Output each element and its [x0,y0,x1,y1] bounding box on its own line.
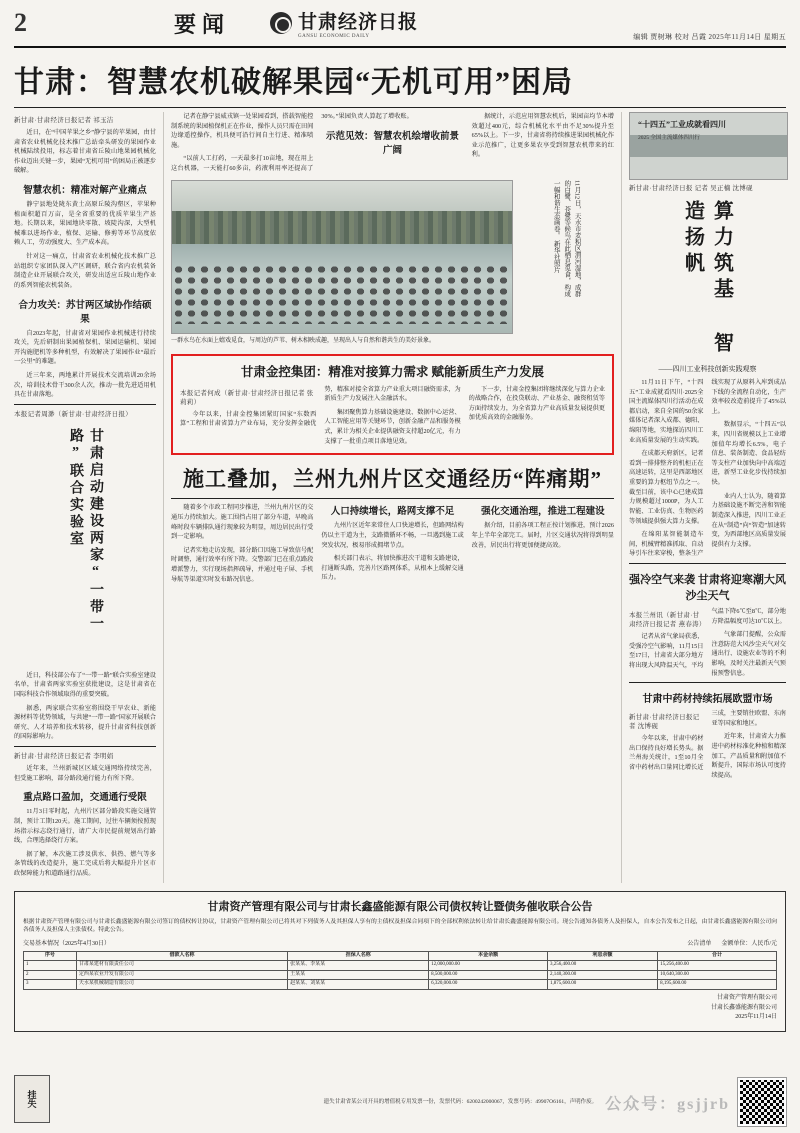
lead-p2: 静宁县地处陇东黄土高原丘陵沟壑区，苹果种植面积超百万亩，是全省重要的优质苹果生产基地。长期以来，果园地块零散、坡陡沟深，大型机械难以进场作业，植保、运输、修剪等环节高度依赖人工，劳动强度大、生产成本高。 [14,201,156,247]
cell: 1 [24,961,77,971]
divider-2 [14,746,156,747]
table-header-row [24,951,777,961]
lead-p6: 记者在静宁县威戎镇一处果园看到，搭载智能控制系统的果园植保机正在作业，操作人员只需在田间边缘遥控操作，机具便可沿行间自主行进、精准喷施。 [171,113,314,149]
qr-code-icon[interactable] [738,1078,786,1126]
th-5: 合计 [658,951,777,961]
right-c-p2: 近年来，甘肃省大力推进中药材标准化种植和精深加工，产品质量和附加值不断提升，国际市场认可度持续提高。 [711,733,786,779]
cell: 15,256,400.00 [658,961,777,971]
vertical-title-wrap [14,422,156,671]
th-0: 序号 [24,951,77,961]
left-vertical-headline: 甘肃启动建设两家“一带一路”联合实验室 [68,427,103,633]
right-headline-b: 强冷空气来袭 甘肃将迎寒潮大风沙尘天气 [629,573,786,602]
right-b-p1: 记者从省气象局获悉，受强冷空气影响，11月15日至17日，甘肃省大部分地方将出现大风降温天气，平均气温下降6℃至8℃，部分地方降温幅度可达10℃以上。 [629,607,786,669]
cell: 赵某某、刘某某 [288,980,429,990]
page-number: 2 [14,8,27,37]
divider-5 [629,682,786,683]
brand-subtitle: GANSU ECONOMIC DAILY [298,34,370,39]
lead-body-continued [171,112,614,174]
secondary-headline: 施工叠加，兰州九州片区交通经历“阵痛期” [183,467,602,492]
secondary-article-body [171,503,614,584]
right-b-p2: 气象部门提醒，公众需注意防范大风沙尘天气对交通出行、设施农业等的不利影响，及时关注最新天气预报预警信息。 [711,631,786,677]
lead-headline: 甘肃：智慧农机破解果园“无机可用”困局 [14,48,786,108]
promo-title: “十四五”工业成就看四川 [638,120,726,129]
photo-birds [172,264,512,323]
right-p1: 11月11日下午，“十四五”工业成就看四川·2025全国主流媒体四川行活动在成都启动，来自全国的50余家媒体记者深入成都、德阳、绵阳等地，实地探访四川工业高质量发展的生动实践。 [629,379,704,444]
left-byline-2: 新甘肃·甘肃经济日报记者 李明娟 [14,753,114,761]
left-column [14,112,164,883]
right-p3: 在绵阳某智能制造车间，机械臂精准抓取、自动导引车往来穿梭，整条生产线实现了从原料入库到成品下线的全流程自动化，生产效率较改造前提升了45%以上。 [629,379,786,558]
left-p4: 11月3日零时起，九州片区部分路段实施交通管制，预计工期120天。施工期间，过往车辆须按照现场指示标志绕行通行，请广大市民提前规划出行路线，合理选择绕行方案。 [14,808,156,845]
notice-table [23,951,777,990]
feature-photo [171,180,513,334]
lead-p8: 据统计，示范应用智慧农机后，果园亩均节本增效超过400元，综合机械化水平由不足30%提升至65%以上。下一步，甘肃省将持续推进果园机械化作业示范推广，让更多果农享受到智慧农机带来的红利。 [471,113,614,159]
cell: 张某某、李某某 [288,961,429,971]
right-vertical-headline: 算力筑基 智造扬帆 [681,200,733,358]
lead-subhead-2: 合力攻关：苏甘两区域协作结硕果 [18,300,152,325]
redbox-p1: 今年以来，甘肃金控集团紧盯国家“东数西算”工程和甘肃省算力产业布局，充分发挥金融优势，精准对接全省算力产业重大项目融资需求，为新质生产力发展注入金融活水。 [180,385,461,428]
lead-subhead-3: 示范见效：智慧农机绘增收前景广阔 [325,131,459,156]
cell: 定西某农业开发有限公司 [76,970,287,980]
divider-3 [171,498,614,499]
left-subhead-1: 重点路口盈加，交通通行受限 [23,793,147,804]
lead-subhead-1: 智慧农机：精准对解产业痛点 [23,186,147,197]
notice-signature [23,994,777,1023]
right-article-body [629,378,786,559]
divider [14,404,156,405]
photo-caption-side: 一群水鸟在水面上嬉戏觅食，与周边的芦苇、树木相映成趣，呈现出人与自然和谐共生的美好景象。 [171,337,436,344]
table-row [24,970,777,980]
highlighted-article-title: 甘肃金控集团：精准对接算力需求 赋能新质生产力发展 [240,364,545,379]
right-byline: 新甘肃·甘肃经济日报 记者 吴正楠 沈博砚 [629,185,753,192]
lead-p5: 近三年来，两地累计开展技术交流培训20余场次，培训技术骨干300余人次，推动一批先进适用机具在甘肃落地。 [14,371,156,399]
footer-fine-print: 遗失甘肃省某公司开具的增值税专用发票一份，发票代码：6200242000067，发票号码：49907O6161，声明作废。 [323,1098,598,1105]
table-row [24,961,777,971]
right-subheadline: ——四川工业科技创新实践观察 [658,365,757,373]
cell: 2 [24,970,77,980]
photo-caption-vertical: 11月12日，天水市麦积区渭河湿地，成群的白鹭、苍鹭等候鸟在此栖息觅食，构成一幅和谐生态画卷。 新华社照片 [552,179,581,297]
highlighted-byline: 本报记者何成（新甘肃·甘肃经济日报记者 张莉莉） [180,389,314,406]
photo-block [171,180,614,346]
lead-p7: “以前人工打药，一天最多打10亩地，现在用上这台机器，一天能打60多亩，药液利用率还提高了30%。”果园负责人算起了增收账。 [171,113,413,173]
th-4: 利息余额 [548,951,658,961]
right-column [622,112,786,883]
head2-subhead-2: 强化交通治理，推进工程建设 [481,507,605,518]
right-p5: 业内人士认为，随着算力基础设施不断完善和智能制造深入推进，四川工业正在从“制造”向“智造”加速转变，为西部地区高质量发展提供有力支撑。 [711,492,786,548]
masthead-meta: 编辑 贾树琳 校对 吕霞 2025年11月14日 星期五 [633,33,786,41]
cell: 8,195,600.00 [658,980,777,990]
redbox-p3: 下一步，甘肃金控集团将继续深化与算力企业的战略合作，在投贷联动、产业基金、融资租赁等方面持续发力，为全省算力产业高质量发展提供更加优质高效的金融服务。 [468,385,605,422]
sig-line-1: 甘肃资产管理有限公司 [716,994,777,1001]
head2-p1: 随着多个市政工程同步推进，兰州九州片区的交通压力持续加大。施工围挡占用了部分车道，早晚高峰时段车辆排队通行现象较为明显，周边居民出行受到一定影响。 [171,504,314,541]
masthead [14,0,786,48]
middle-column [164,112,622,883]
brand [270,7,418,39]
divider-4 [629,563,786,564]
watermark-text: 公众号：gsjjrb [605,1095,730,1113]
cell: 8,500,000.00 [429,970,548,980]
page-footer [14,1073,786,1131]
notice-unit: 金额单位：人民币/元 [721,940,777,947]
lead-p3: 针对这一痛点，甘肃省农业机械化技术推广总站组织专家团队深入产区调研，联合省内农机装备制造企业开展联合攻关，研发出适应丘陵山地作业的系列智能农机装备。 [14,253,156,289]
left-p5: 据了解，本次施工涉及供水、供热、燃气等多条管线的改造提升，施工完成后将大幅提升片区市政保障能力和道路通行品质。 [14,850,156,877]
lead-p4: 自2023年起，甘肃省对果园作业机械进行持续攻关，先后研制出果园植保机、果园运输机、果园开沟施肥机等多种机型，有效解决了果园作业“最后一公里”的难题。 [14,329,156,366]
cell: 3 [24,980,77,990]
table-row [24,980,777,990]
legal-notice [14,891,786,1032]
section-title: 要闻 [174,11,231,37]
notice-body: 根据甘肃资产管理有限公司与甘肃长鑫盛能源有限公司签订的债权转让协议，甘肃资产管理有限公司已将其对下列债务人及其担保人享有的主债权及担保合同项下的全部权利依法转让给甘肃长鑫盛能源有限公司。现公告通知各债务人及担保人，自本公告发布之日起，由甘肃长鑫盛能源有限公司向各债务人及担保人主张债权。特此公告。 [23,918,777,934]
right-byline-c: 新甘肃·甘肃经济日报记者 沈博砚 [629,714,700,731]
left-p3: 近年来，兰州新城区区域交通网络持续完善，但受施工影响，部分路段通行能力有所下降。 [14,765,156,782]
right-byline-b: 本报兰州讯（新甘肃·甘肃经济日报记者 燕春涛） [629,611,706,628]
cell: 甘肃某建材有限责任公司 [76,961,287,971]
head2-p4: 相关部门表示，将加快推进次干道和支路建设，打通断头路，完善片区路网体系，从根本上缓解交通压力。 [321,555,464,582]
cell: 1,875,600.00 [548,980,658,990]
right-c-p1: 今年以来，甘肃中药材出口保持良好增长势头。据兰州海关统计，1至10月全省中药材出口量同比增长近三成，主要销往欧盟、东南亚等国家和地区。 [629,710,786,772]
sig-date: 2025年11月14日 [735,1014,777,1021]
head2-p3: 九州片区近年来常住人口快速增长，但路网结构仍以主干道为主，支路微循环不畅，一旦遇到施工或突发状况，极易形成拥堵节点。 [321,522,464,549]
cell: 3,256,400.00 [548,961,658,971]
cell: 2,140,300.00 [548,970,658,980]
cell: 6,320,000.00 [429,980,548,990]
notice-table-title-left: 交易基本情况（2025年4月30日） [23,940,111,947]
cell: 10,640,300.00 [658,970,777,980]
cell: 12,000,000.00 [429,961,548,971]
promo-banner [629,112,788,180]
cell: 王某某 [288,970,429,980]
brand-name: 甘肃经济日报 [298,12,419,33]
right-headline-c: 甘肃中药材持续拓展欧盟市场 [642,694,773,706]
left-byline-1: 本报记者周渺（新甘肃·甘肃经济日报） [14,410,133,418]
lost-notice-tag: 挂失 [14,1075,50,1123]
content-grid [14,112,786,883]
right-p2: 在成都天府新区，记者看到一排排整齐的机柜正在高速运转，这里是西部地区重要的算力枢纽节点之一。截至目前，该中心已建成算力规模超过1000P，为人工智能、工业仿真、生物医药等领域提供强大算力支撑。 [629,450,704,525]
th-2: 担保人名称 [288,951,429,961]
promo-subtitle: 2025 全国主流媒体四川行 [638,135,700,141]
logo-icon [270,12,292,34]
highlighted-article [171,354,614,456]
left-p1: 近日，科技部公布了“一带一路”联合实验室建设名单，甘肃省两家实验室获批建设，这是甘肃省在国际科技合作领域取得的重要突破。 [14,671,156,699]
redbox-p2: 集团聚焦算力基础设施建设、数据中心运营、人工智能应用等关键环节，创新金融产品和服务模式，累计为相关企业提供融资支持超20亿元，有力支撑了一批重点项目落地见效。 [324,408,461,445]
head2-p2: 记者实地走访发现，部分路口因施工导致信号配时调整，通行效率有所下降。交警部门已在重点路段增派警力，实行现场指挥疏导，并通过电子屏、手机导航等渠道实时发布路况信息。 [171,546,314,583]
notice-table-title-right: 公告清单 [687,940,712,947]
lead-p1: 近日，在“中国苹果之乡”静宁县的苹果园，由甘肃省农业机械化技术推广总站牵头研发的果园作业机械陆续投用，标志着甘肃省丘陵山地果园机械化作业迈出关键一步，果园“无机可用”的困局正被逐步破解。 [14,129,156,175]
lead-byline: 新甘肃·甘肃经济日报记者 祁玉洁 [14,117,114,124]
left-p2: 据悉，两家联合实验室将围绕干旱农业、新能源材料等优势领域，与共建“一带一路”国家开展联合研究、人才培养和技术转移，提升甘肃省科技创新的国际影响力。 [14,704,156,741]
th-3: 本金余额 [429,951,548,961]
sig-line-2: 甘肃长鑫盛能源有限公司 [710,1004,777,1011]
th-1: 借款人名称 [76,951,287,961]
photo-trees [172,211,512,244]
cell: 天水某机械制造有限公司 [76,980,287,990]
right-p4: 数据显示，“十四五”以来，四川省规模以上工业增加值年均增长6.5%，电子信息、装备制造、食品轻纺等支柱产业加快向中高端迈进，新型工业化步伐持续加快。 [711,421,786,487]
head2-p5: 据介绍，目前各项工程正按计划推进，预计2026年上半年全部完工。届时，片区交通状况将得到明显改善，居民出行将更加便捷高效。 [471,522,614,549]
head2-subhead-1: 人口持续增长，路网支撑不足 [330,507,455,518]
notice-title: 甘肃资产管理有限公司与甘肃长鑫盛能源有限公司债权转让暨债务催收联合公告 [207,900,593,913]
